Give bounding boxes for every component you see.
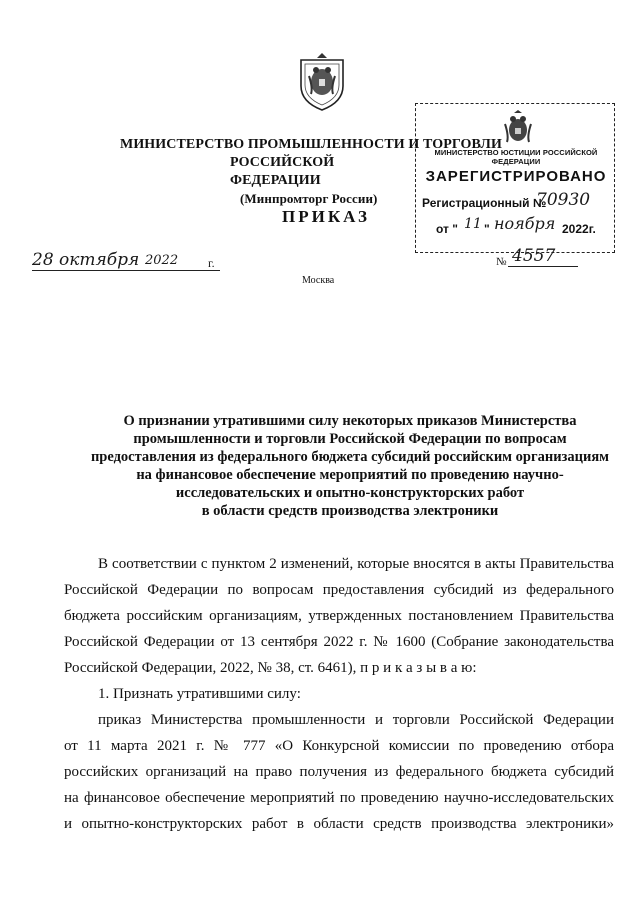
title-line: О признании утратившими силу некоторых приказов Министерства bbox=[123, 413, 577, 429]
order-number-sign: № bbox=[496, 256, 507, 268]
body-line: и опытно-конструкторских работ в области средств производства электроники» bbox=[64, 816, 614, 832]
registration-stamp bbox=[415, 103, 615, 253]
body-line: Российской Федерации по вопросам предоставления субсидий из федерального bbox=[64, 582, 614, 598]
list-item: 1. Признать утратившими силу: bbox=[98, 686, 301, 702]
number-underline bbox=[508, 266, 578, 267]
stamp-ministry: МИНИСТЕРСТВО ЮСТИЦИИ РОССИЙСКОЙ ФЕДЕРАЦИИ bbox=[434, 148, 598, 166]
body-line: приказ Министерства промышленности и торговли Российской Федерации bbox=[98, 712, 614, 728]
state-emblem-icon bbox=[295, 52, 349, 112]
document-title bbox=[80, 412, 620, 520]
ministry-name-line2: РОССИЙСКОЙ ФЕДЕРАЦИИ bbox=[230, 155, 335, 188]
title-line: предоставления из федерального бюджета субсидий российским организациям bbox=[90, 449, 610, 465]
stamp-quote-close: " bbox=[484, 222, 490, 236]
ministry-short-name: (Минпромторг России) bbox=[240, 191, 378, 206]
stamp-from-label: от " bbox=[436, 222, 458, 236]
date-underline bbox=[32, 270, 220, 271]
stamp-reg-label: Регистрационный № bbox=[422, 196, 547, 210]
body-line: В соответствии с пунктом 2 изменений, которые вносятся в акты Правительства bbox=[98, 556, 614, 572]
title-line: исследовательских и опытно-конструкторских работ bbox=[175, 485, 525, 501]
title-line: в области средств производства электроники bbox=[201, 503, 499, 519]
stamp-month: ноября bbox=[494, 214, 556, 233]
ministry-name-line1: МИНИСТЕРСТВО ПРОМЫШЛЕННОСТИ И ТОРГОВЛИ bbox=[120, 137, 502, 152]
stamp-day: 11 bbox=[464, 216, 482, 232]
stamp-year: 2022г. bbox=[562, 222, 596, 236]
stamp-emblem-icon bbox=[501, 110, 535, 148]
title-line: промышленности и торговли Российской Федерации по вопросам bbox=[133, 431, 567, 447]
body-line: от 11 марта 2021 г. № 777 «О Конкурсной комиссии по проведению отбора bbox=[64, 738, 614, 754]
body-line: Российской Федерации от 13 сентября 2022 г. № 1600 (Собрание законодательства bbox=[64, 634, 614, 650]
order-date-handwritten: 28 октября bbox=[32, 250, 140, 270]
title-line: на финансовое обеспечение мероприятий по проведению научно- bbox=[136, 467, 564, 483]
order-number: 4557 bbox=[512, 246, 556, 266]
body-line: российских организаций на право получения из федерального бюджета субсидий bbox=[64, 764, 614, 780]
order-date-year: 2022 bbox=[145, 253, 179, 268]
body-line: Российской Федерации, 2022, № 38, ст. 6461), п р и к а з ы в а ю: bbox=[64, 660, 477, 676]
body-line: бюджета российским организациям, утвержденных постановлением Правительства bbox=[64, 608, 614, 624]
order-date-suffix: г. bbox=[208, 256, 215, 270]
stamp-reg-number: 70930 bbox=[536, 190, 591, 210]
document-body bbox=[64, 551, 614, 837]
stamp-registered: ЗАРЕГИСТРИРОВАНО bbox=[425, 168, 607, 185]
city: Москва bbox=[302, 275, 335, 286]
body-line: на финансовое обеспечение мероприятий по проведению научно-исследовательских bbox=[64, 790, 614, 806]
document-type: ПРИКАЗ bbox=[282, 207, 370, 226]
